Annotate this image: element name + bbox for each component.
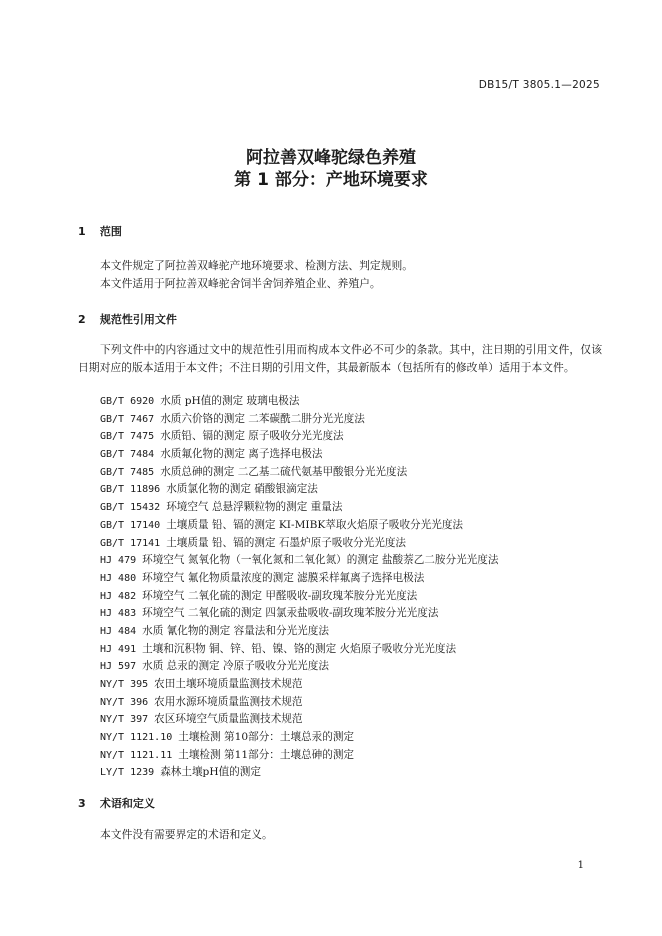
reference-code: LY/T 1239 bbox=[100, 767, 155, 779]
reference-code: GB/T 7475 bbox=[100, 431, 155, 443]
reference-title: 水质 氰化物的测定 容量法和分光光度法 bbox=[142, 624, 329, 637]
reference-item bbox=[100, 747, 498, 765]
reference-title: 水质 总汞的测定 冷原子吸收分光光度法 bbox=[142, 660, 329, 673]
section-number: 2 bbox=[78, 313, 86, 326]
document-code: DB15/T 3805.1—2025 bbox=[478, 79, 600, 91]
reference-code: GB/T 17141 bbox=[100, 537, 161, 549]
reference-title: 土壤和沉积物 铜、锌、铅、镍、铬的测定 火焰原子吸收分光光度法 bbox=[142, 642, 457, 655]
reference-item bbox=[100, 535, 498, 553]
reference-title: 土壤质量 铅、镉的测定 KI-MIBK萃取火焰原子吸收分光光度法 bbox=[166, 518, 464, 531]
reference-item bbox=[100, 729, 498, 747]
reference-code: HJ 597 bbox=[100, 661, 137, 673]
reference-title: 土壤检测 第10部分：土壤总汞的测定 bbox=[178, 731, 355, 744]
reference-item bbox=[100, 446, 498, 464]
reference-code: NY/T 1121.11 bbox=[100, 749, 173, 761]
reference-item bbox=[100, 517, 498, 535]
reference-code: GB/T 7485 bbox=[100, 466, 155, 478]
document-title-line1: 阿拉善双峰驼绿色养殖 bbox=[246, 148, 416, 168]
reference-title: 水质氯化物的测定 硝酸银滴定法 bbox=[166, 483, 318, 496]
reference-item bbox=[100, 464, 498, 482]
section-1-heading bbox=[78, 223, 122, 239]
terms-paragraph: 本文件没有需要界定的术语和定义。 bbox=[100, 828, 273, 841]
reference-code: GB/T 15432 bbox=[100, 502, 161, 514]
reference-item bbox=[100, 711, 498, 729]
section-title: 范围 bbox=[99, 225, 122, 238]
section-number: 1 bbox=[78, 225, 86, 238]
section-title: 规范性引用文件 bbox=[99, 313, 177, 326]
reference-item bbox=[100, 481, 498, 499]
reference-code: GB/T 7467 bbox=[100, 413, 155, 425]
section-number: 3 bbox=[78, 797, 86, 810]
reference-title: 环境空气 总悬浮颗粒物的测定 重量法 bbox=[166, 501, 343, 514]
reference-code: GB/T 11896 bbox=[100, 484, 161, 496]
reference-code: NY/T 396 bbox=[100, 696, 149, 708]
reference-title: 农区环境空气质量监测技术规范 bbox=[154, 713, 303, 726]
scope-paragraph-1: 本文件规定了阿拉善双峰驼产地环境要求、检测方法、判定规则。 bbox=[100, 259, 414, 272]
section-3-heading bbox=[78, 795, 155, 811]
reference-title: 水质 pH值的测定 玻璃电极法 bbox=[160, 395, 300, 407]
reference-code: GB/T 6920 bbox=[100, 396, 155, 407]
reference-code: GB/T 7484 bbox=[100, 449, 155, 461]
reference-item bbox=[100, 623, 498, 641]
reference-title: 农用水源环境质量监测技术规范 bbox=[154, 695, 303, 708]
section-title: 术语和定义 bbox=[99, 797, 155, 810]
reference-item bbox=[100, 411, 498, 429]
reference-title: 森林土壤pH值的测定 bbox=[160, 766, 261, 779]
reference-title: 土壤质量 铅、镉的测定 石墨炉原子吸收分光光度法 bbox=[166, 536, 407, 549]
reference-title: 水质总砷的测定 二乙基二硫代氨基甲酸银分光光度法 bbox=[160, 465, 408, 478]
reference-code: HJ 482 bbox=[100, 590, 137, 602]
reference-code: NY/T 397 bbox=[100, 714, 149, 726]
reference-item bbox=[100, 588, 498, 606]
reference-item bbox=[100, 764, 498, 782]
reference-code: HJ 484 bbox=[100, 625, 137, 637]
reference-code: GB/T 17140 bbox=[100, 519, 161, 531]
scope-paragraph-2: 本文件适用于阿拉善双峰驼舍饲半舍饲养殖企业、养殖户。 bbox=[100, 277, 381, 290]
reference-title: 环境空气 氮氧化物（一氧化氮和二氧化氮）的测定 盐酸萘乙二胺分光光度法 bbox=[142, 554, 499, 567]
reference-code: HJ 480 bbox=[100, 572, 137, 584]
reference-item bbox=[100, 605, 498, 623]
reference-code: HJ 491 bbox=[100, 643, 137, 655]
page-number: 1 bbox=[577, 860, 584, 871]
reference-item bbox=[100, 552, 498, 570]
reference-list bbox=[100, 393, 498, 782]
reference-title: 环境空气 二氧化硫的测定 四氯汞盐吸收-副玫瑰苯胺分光光度法 bbox=[142, 607, 439, 620]
reference-item bbox=[100, 570, 498, 588]
reference-title: 水质铅、镉的测定 原子吸收分光光度法 bbox=[160, 430, 344, 443]
section-2-heading bbox=[78, 311, 177, 327]
document-title-line2: 第 1 部分：产地环境要求 bbox=[234, 170, 428, 190]
reference-item bbox=[100, 658, 498, 676]
reference-title: 水质六价铬的测定 二苯碳酰二肼分光光度法 bbox=[160, 412, 365, 425]
reference-title: 环境空气 二氧化硫的测定 甲醛吸收-副玫瑰苯胺分光光度法 bbox=[142, 589, 418, 602]
reference-item bbox=[100, 428, 498, 446]
reference-code: NY/T 1121.10 bbox=[100, 732, 173, 744]
normative-references-intro: 下列文件中的内容通过文中的规范性引用而构成本文件必不可少的条款。其中，注日期的引用文件，仅该日期对应的版本适用于本文件；不注日期的引用文件，其最新版本（包括所有的修改单）适用于本文件。 bbox=[78, 343, 602, 375]
reference-code: HJ 483 bbox=[100, 608, 137, 620]
reference-title: 水质氟化物的测定 离子选择电极法 bbox=[160, 448, 323, 461]
reference-title: 环境空气 氟化物质量浓度的测定 滤膜采样氟离子选择电极法 bbox=[142, 571, 425, 584]
reference-code: NY/T 395 bbox=[100, 679, 149, 690]
reference-title: 农田土壤环境质量监测技术规范 bbox=[154, 678, 303, 690]
reference-item bbox=[100, 499, 498, 517]
reference-code: HJ 479 bbox=[100, 555, 137, 567]
reference-title: 土壤检测 第11部分：土壤总砷的测定 bbox=[178, 748, 355, 761]
reference-item bbox=[100, 676, 498, 694]
reference-item bbox=[100, 641, 498, 659]
reference-item bbox=[100, 694, 498, 712]
reference-item bbox=[100, 393, 498, 411]
